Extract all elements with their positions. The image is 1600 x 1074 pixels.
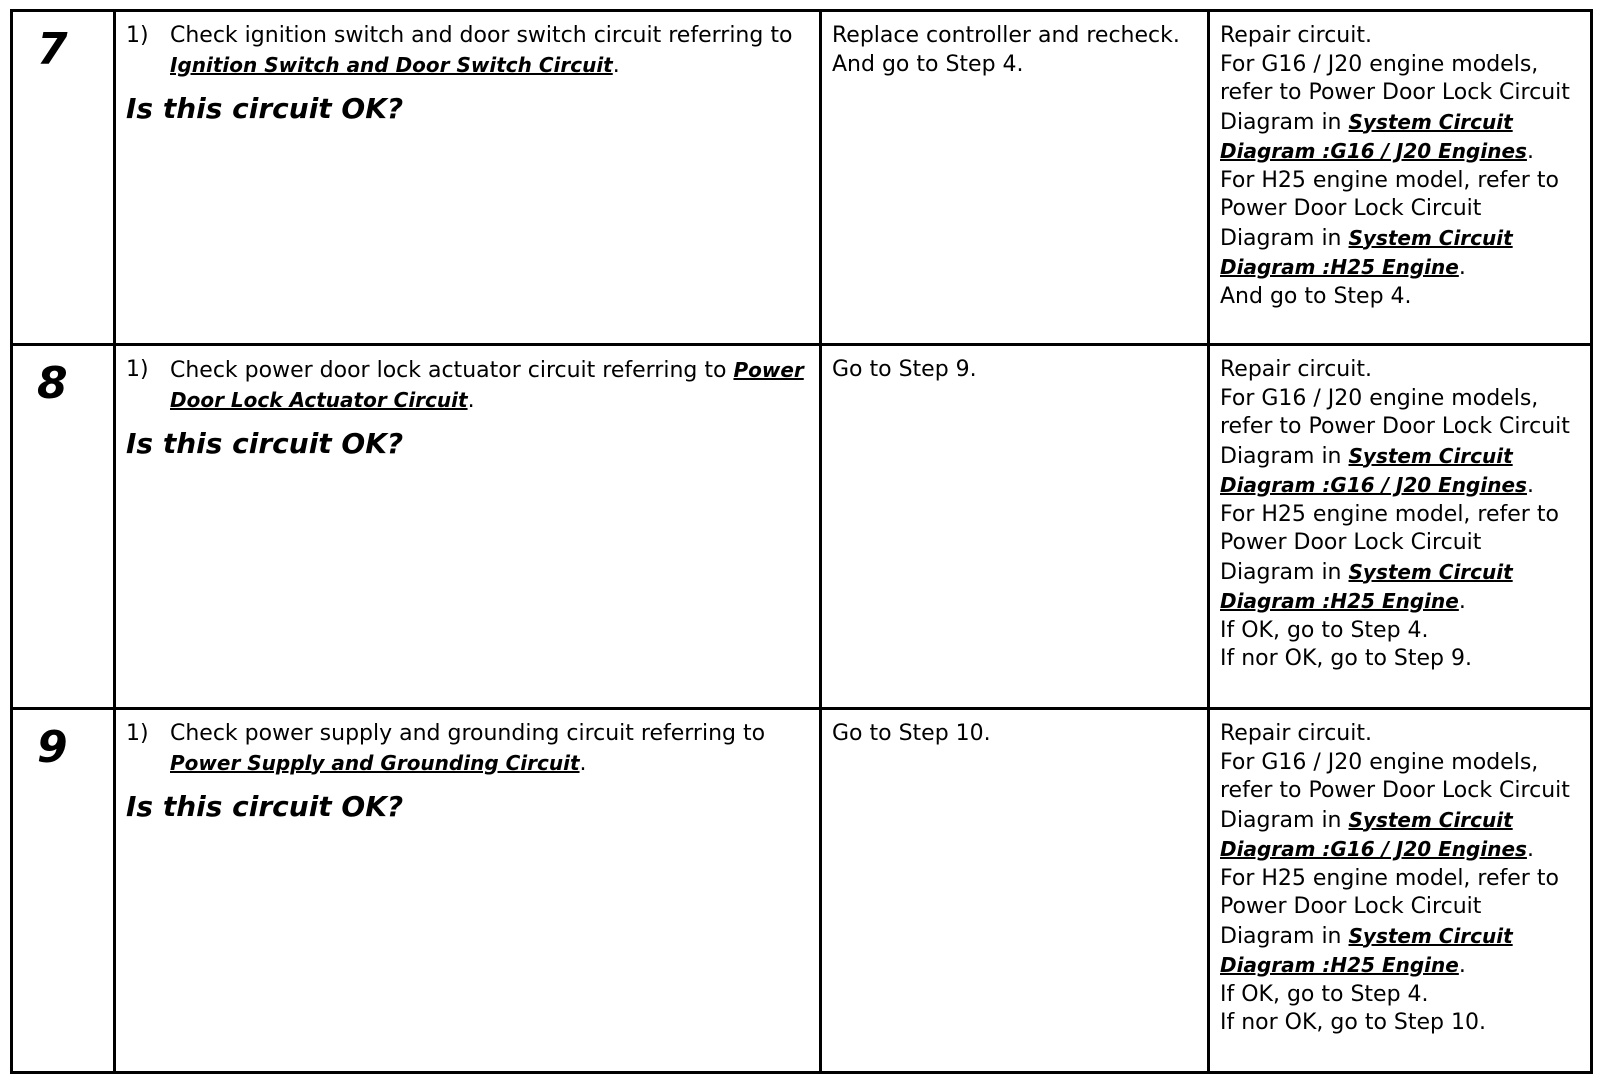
no-line-repair: Repair circuit. <box>1220 357 1372 382</box>
no-line-text: For H25 engine model, refer to Power Door Lock Circuit Diagram in <box>1220 865 1559 949</box>
action-cell <box>115 11 821 345</box>
system-circuit-diagram-h25-link[interactable]: System Circuit Diagram :H25 Engine <box>1220 225 1513 279</box>
action-text-post: . <box>467 387 475 413</box>
no-line-g16-j20: For G16 / J20 engine models, refer to Power Door Lock Circuit Diagram in System Circuit Diagram :G16 / J20 Engines. <box>1220 749 1570 862</box>
action-number: 1) <box>126 721 149 746</box>
step-number: 7 <box>37 24 68 75</box>
step-cell <box>12 709 115 1073</box>
system-circuit-diagram-h25-link[interactable]: System Circuit Diagram :H25 Engine <box>1220 923 1513 977</box>
action-cell <box>115 345 821 709</box>
no-line-tail: If nor OK, go to Step 10. <box>1220 1010 1486 1035</box>
system-circuit-diagram-h25-link[interactable]: System Circuit Diagram :H25 Engine <box>1220 559 1513 613</box>
system-circuit-diagram-g16-j20-link[interactable]: System Circuit Diagram :G16 / J20 Engines <box>1220 807 1527 861</box>
no-line-h25: For H25 engine model, refer to Power Door Lock Circuit Diagram in System Circuit Diagram :H25 Engine. <box>1220 167 1559 280</box>
system-circuit-diagram-g16-j20-link[interactable]: System Circuit Diagram :G16 / J20 Engines <box>1220 109 1527 163</box>
action-item <box>126 22 809 80</box>
no-line-tail: And go to Step 4. <box>1220 283 1412 309</box>
no-line-text: For G16 / J20 engine models, refer to Power Door Lock Circuit Diagram in <box>1220 385 1570 469</box>
table-row-step-9 <box>12 709 1592 1073</box>
step-number: 8 <box>37 358 68 409</box>
action-text <box>170 356 809 415</box>
action-text-post: . <box>612 52 620 78</box>
troubleshooting-table <box>10 9 1593 1074</box>
action-item <box>126 356 809 415</box>
yes-line: And go to Step 4. <box>832 51 1024 77</box>
yes-line: Go to Step 10. <box>832 721 991 746</box>
ignition-door-switch-circuit-link[interactable]: Ignition Switch and Door Switch Circuit <box>170 52 613 77</box>
action-number: 1) <box>126 23 149 48</box>
system-circuit-diagram-g16-j20-link[interactable]: System Circuit Diagram :G16 / J20 Engines <box>1220 443 1527 497</box>
no-line-repair: Repair circuit. <box>1220 23 1372 48</box>
action-text <box>170 720 809 778</box>
table-row-step-7 <box>12 11 1592 345</box>
step-number: 9 <box>37 722 68 773</box>
no-cell <box>1209 709 1592 1073</box>
action-text-pre: Check ignition switch and door switch circuit referring to <box>170 23 793 48</box>
no-line-tail: If nor OK, go to Step 9. <box>1220 646 1472 671</box>
check-question: Is this circuit OK? <box>126 790 404 823</box>
action-text <box>170 22 809 80</box>
check-question: Is this circuit OK? <box>126 427 404 460</box>
step-cell <box>12 345 115 709</box>
no-cell <box>1209 11 1592 345</box>
no-line-text: For G16 / J20 engine models, refer to Power Door Lock Circuit Diagram in <box>1220 749 1570 833</box>
power-supply-grounding-circuit-link[interactable]: Power Supply and Grounding Circuit <box>170 750 580 775</box>
yes-line: Replace controller and recheck. <box>832 23 1180 48</box>
action-cell <box>115 709 821 1073</box>
yes-cell <box>821 709 1209 1073</box>
table-row-step-8 <box>12 345 1592 709</box>
no-line-repair: Repair circuit. <box>1220 721 1372 746</box>
no-line-text: For H25 engine model, refer to Power Door Lock Circuit Diagram in <box>1220 501 1559 585</box>
yes-cell <box>821 345 1209 709</box>
no-line-tail: If OK, go to Step 4. <box>1220 617 1429 643</box>
no-line-h25: For H25 engine model, refer to Power Door Lock Circuit Diagram in System Circuit Diagram :H25 Engine. <box>1220 865 1559 978</box>
action-text-pre: Check power door lock actuator circuit referring to <box>170 358 734 383</box>
check-question: Is this circuit OK? <box>126 92 404 125</box>
action-text-pre: Check power supply and grounding circuit referring to <box>170 721 766 746</box>
power-door-lock-actuator-circuit-link[interactable]: Power Door Lock Actuator Circuit <box>170 358 804 412</box>
action-item <box>126 720 809 778</box>
no-line-text: For H25 engine model, refer to Power Door Lock Circuit Diagram in <box>1220 167 1559 251</box>
yes-cell <box>821 11 1209 345</box>
no-line-g16-j20: For G16 / J20 engine models, refer to Power Door Lock Circuit Diagram in System Circuit Diagram :G16 / J20 Engines. <box>1220 385 1570 498</box>
yes-line: Go to Step 9. <box>832 357 977 382</box>
no-line-text: For G16 / J20 engine models, refer to Power Door Lock Circuit Diagram in <box>1220 51 1570 135</box>
no-line-g16-j20: For G16 / J20 engine models, refer to Power Door Lock Circuit Diagram in System Circuit Diagram :G16 / J20 Engines. <box>1220 51 1570 164</box>
no-line-tail: If OK, go to Step 4. <box>1220 981 1429 1007</box>
action-number: 1) <box>126 357 149 382</box>
no-cell <box>1209 345 1592 709</box>
step-cell <box>12 11 115 345</box>
no-line-h25: For H25 engine model, refer to Power Door Lock Circuit Diagram in System Circuit Diagram :H25 Engine. <box>1220 501 1559 614</box>
action-text-post: . <box>579 750 587 776</box>
